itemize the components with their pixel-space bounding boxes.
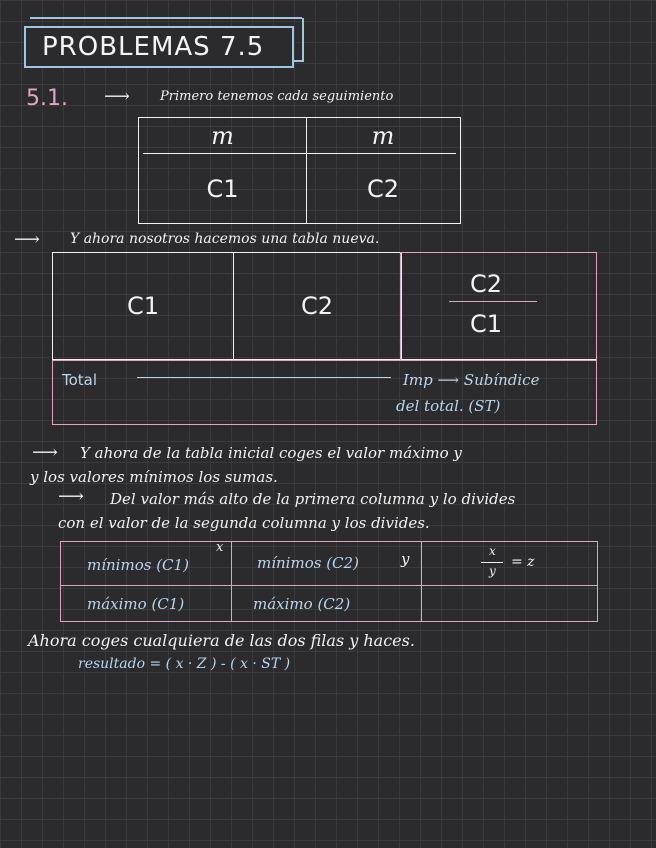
table-1-r1c2: m bbox=[371, 121, 395, 150]
table-3-r1c1-mark: x bbox=[216, 540, 224, 555]
table-3-r2c1: máximo (C1) bbox=[87, 595, 185, 613]
para-2-line-2: con el valor de la segunda columna y los divides. bbox=[58, 514, 430, 532]
imp-text-2: del total. (ST) bbox=[396, 397, 501, 415]
table-2-c2: C2 bbox=[300, 292, 334, 320]
table-3-r1c2: mínimos (C2) bbox=[257, 554, 359, 572]
line-2-arrow: ⟶ bbox=[14, 229, 40, 250]
para-2-line-1: Del valor más alto de la primera columna y lo divides bbox=[110, 490, 516, 508]
line-2-text: Y ahora nosotros hacemos una tabla nueva. bbox=[70, 231, 380, 247]
table-2-c1: C1 bbox=[126, 292, 160, 320]
table-1-r2c2: C2 bbox=[366, 174, 400, 203]
total-line bbox=[137, 377, 391, 378]
table-3-frac-num: x bbox=[489, 544, 496, 558]
fraction-numerator: C2 bbox=[469, 270, 503, 298]
section-intro: Primero tenemos cada seguimiento bbox=[160, 89, 394, 104]
para-1-line-2: y los valores mínimos los sumas. bbox=[30, 468, 278, 486]
table-2-pink-cell bbox=[400, 252, 597, 360]
table-3-frac-result: = z bbox=[511, 554, 535, 570]
imp-text: Imp ⟶ Subíndice bbox=[403, 371, 540, 389]
total-label: Total bbox=[62, 371, 98, 389]
section-number: 5.1. bbox=[26, 86, 68, 111]
table-3-r1c1: mínimos (C1) bbox=[87, 556, 189, 574]
fraction-bar bbox=[449, 301, 537, 302]
table-3-frac-den: y bbox=[489, 564, 496, 578]
table-1-r2c1: C1 bbox=[206, 174, 239, 203]
table-3-hline bbox=[61, 585, 597, 586]
table-2-total-row bbox=[52, 360, 597, 425]
table-3-r1c2-mark: y bbox=[401, 550, 410, 568]
table-3 bbox=[60, 541, 598, 622]
para-2-arrow: ⟶ bbox=[58, 486, 84, 507]
fraction-denominator: C1 bbox=[469, 310, 503, 338]
table-3-r2c2: máximo (C2) bbox=[253, 595, 351, 613]
final-line-1: Ahora coges cualquiera de las dos filas y haces. bbox=[28, 631, 415, 650]
page-title-text: PROBLEMAS 7.5 bbox=[42, 32, 265, 62]
page-title bbox=[24, 26, 294, 68]
para-1-arrow: ⟶ bbox=[32, 442, 58, 463]
para-1-line-1: Y ahora de la tabla inicial coges el valor máximo y bbox=[80, 444, 462, 462]
table-3-vline-1 bbox=[231, 542, 232, 621]
table-1 bbox=[138, 117, 461, 224]
final-line-2: resultado = ( x · Z ) - ( x · ST ) bbox=[78, 656, 291, 672]
table-3-frac-bar bbox=[481, 562, 503, 563]
table-3-vline-2 bbox=[421, 542, 422, 621]
table-1-r1c1: m bbox=[211, 121, 234, 150]
section-arrow: ⟶ bbox=[104, 86, 130, 107]
